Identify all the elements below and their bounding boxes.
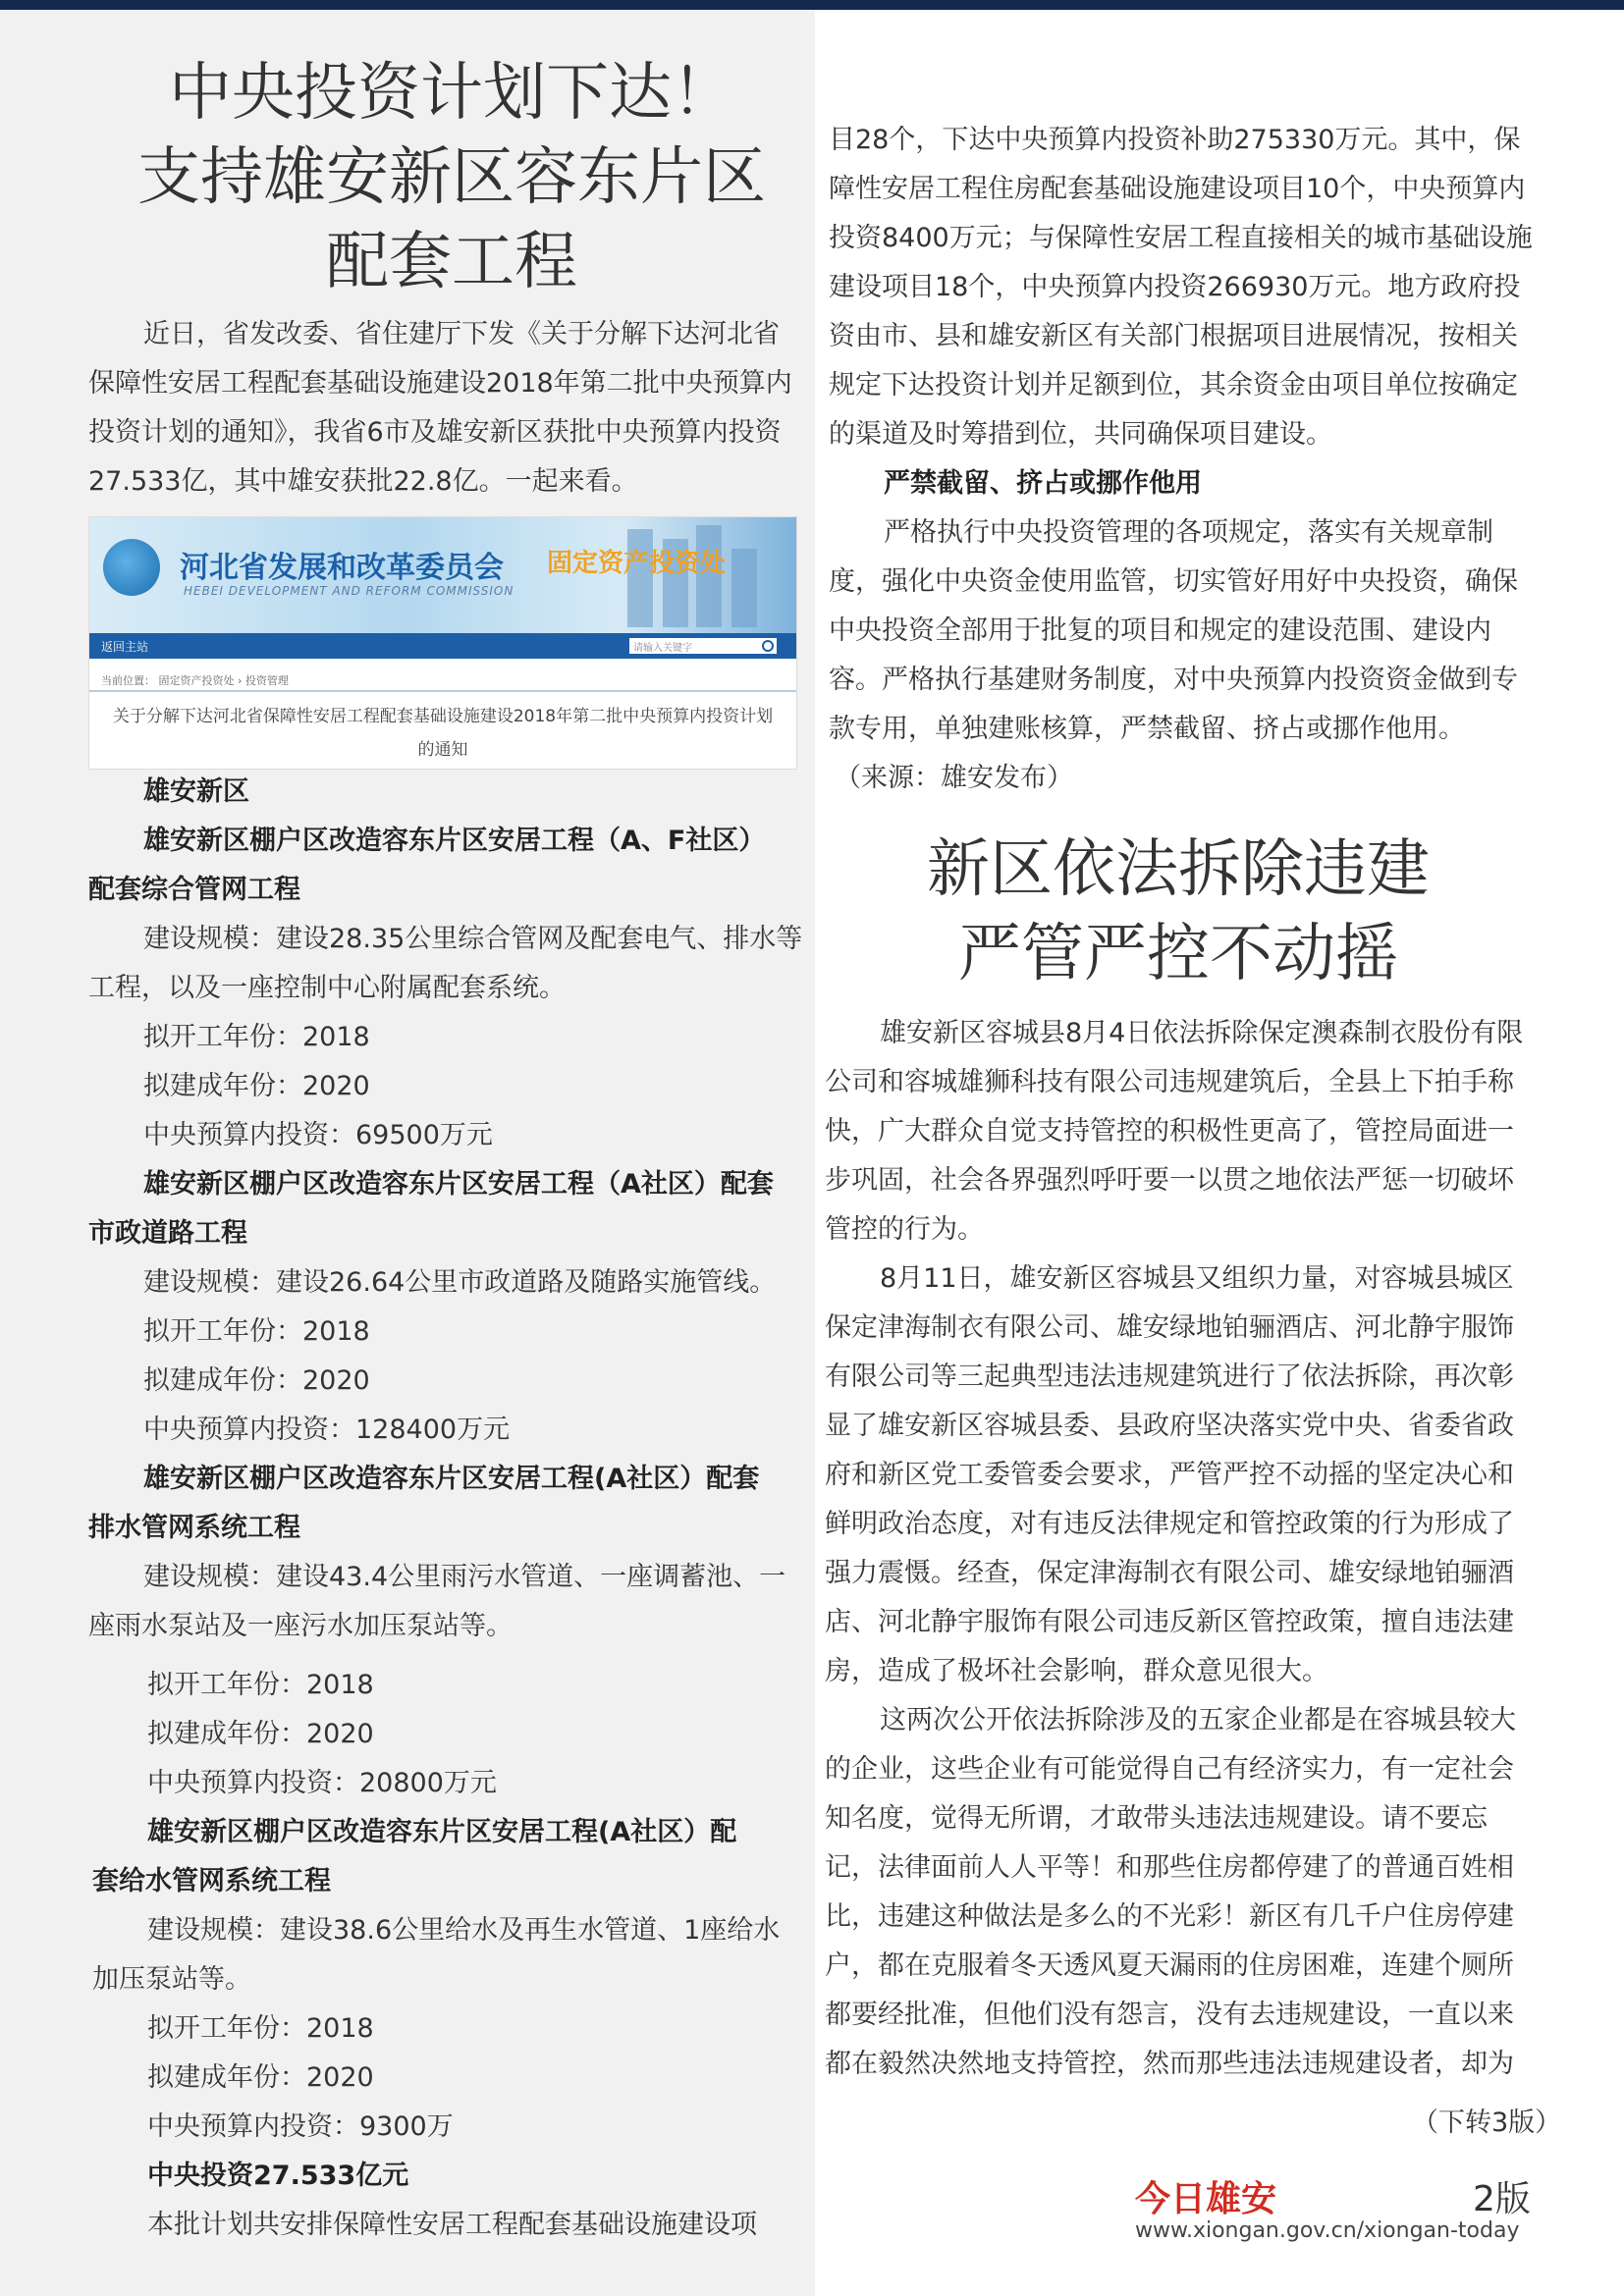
project1-title-line1: 雄安新区棚户区改造容东片区安居工程（A、F社区） (143, 826, 766, 856)
screenshot-search-placeholder: 请输入关键字 (633, 643, 692, 654)
summary-heading: 中央投资27.533亿元 (147, 2161, 409, 2191)
screenshot-section-tag: 固定资产投资处 (547, 549, 727, 578)
project1-finish-year: 拟建成年份：2020 (143, 1071, 370, 1101)
ban-paragraph: 严格执行中央投资管理的各项规定，落实有关规章制度，强化中央资金使用监管，切实管好用好中央投资，确保中央投资全部用于批复的项目和规定的建设范围、建设内容。严格执行基建财务制度，对中央预算内投资资金做到专款专用，单独建账核算，严禁截留、挤占或挪作他用。 (829, 517, 1518, 744)
top-bar (0, 0, 1624, 10)
project2-start-year: 拟开工年份：2018 (143, 1316, 370, 1347)
site-url: www.xiongan.gov.cn/xiongan-today (1135, 2218, 1520, 2243)
screenshot-search-box (629, 638, 777, 654)
continued-note: （下转3版） (1412, 2108, 1562, 2138)
project1-start-year: 拟开工年份：2018 (143, 1022, 370, 1052)
screenshot-breadcrumb: 当前位置： 固定资产投资处 › 投资管理 (101, 674, 289, 687)
project2-title-line1: 雄安新区棚户区改造容东片区安居工程（A社区）配套 (143, 1169, 774, 1200)
project1-scale-line1: 建设规模：建设28.35公里综合管网及配套电气、排水等 (143, 924, 803, 954)
screenshot-home-link: 返回主站 (101, 640, 149, 654)
article1-intro: 近日，省发改委、省住建厅下发《关于分解下达河北省保障性安居工程配套基础设施建设2018年第二批中央预算内投资计划的通知》，我省6市及雄安新区获批中央预算内投资27.533亿，其中雄安获批22.8亿。一起来看。 (88, 319, 792, 497)
project4-investment: 中央预算内投资：9300万 (147, 2111, 454, 2142)
search-icon (762, 640, 774, 652)
screenshot-site-name-en: HEBEI DEVELOPMENT AND REFORM COMMISSION (184, 584, 514, 598)
project2-investment: 中央预算内投资：128400万元 (143, 1415, 511, 1445)
screenshot-navbar (89, 633, 796, 659)
project4-scale-line2: 加压泵站等。 (92, 1964, 251, 1995)
notice-screenshot (88, 516, 797, 770)
project4-start-year: 拟开工年份：2018 (147, 2013, 374, 2044)
screenshot-site-name: 河北省发展和改革委员会 (180, 551, 504, 585)
screenshot-doc-title-line1: 关于分解下达河北省保障性安居工程配套基础设施建设2018年第二批中央预算内投资计划 (112, 707, 774, 726)
project2-title-line2: 市政道路工程 (88, 1218, 247, 1249)
article1-title-line3: 配套工程 (326, 226, 577, 298)
article1-source: （来源：雄安发布） (835, 763, 1073, 793)
project4-scale-line1: 建设规模：建设38.6公里给水及再生水管道、1座给水 (147, 1915, 781, 1946)
screenshot-divider (89, 690, 796, 692)
project4-title-line2: 套给水管网系统工程 (92, 1866, 331, 1896)
project3-title-line1: 雄安新区棚户区改造容东片区安居工程(A社区）配套 (143, 1464, 760, 1494)
project1-investment: 中央预算内投资：69500万元 (143, 1120, 493, 1150)
project4-title-line1: 雄安新区棚户区改造容东片区安居工程(A社区）配 (147, 1817, 737, 1847)
project4-finish-year: 拟建成年份：2020 (147, 2062, 374, 2093)
project3-investment: 中央预算内投资：20800万元 (147, 1768, 497, 1798)
article2-title-line1: 新区依法拆除违建 (927, 833, 1430, 906)
region-heading: 雄安新区 (143, 776, 249, 807)
article1-title-line2: 支持雄安新区容东片区 (137, 141, 766, 214)
screenshot-banner (89, 517, 796, 633)
project3-finish-year: 拟建成年份：2020 (147, 1719, 374, 1749)
project2-finish-year: 拟建成年份：2020 (143, 1365, 370, 1396)
article2-paragraph2: 8月11日，雄安新区容城县又组织力量，对容城县城区保定津海制衣有限公司、雄安绿地铂骊酒店、河北静宇服饰有限公司等三起典型违法违规建筑进行了依法拆除，再次彰显了雄安新区容城县委、县政府坚决落实党中央、省委省政府和新区党工委管委会要求，严管严控不动摇的坚定决心和鲜明政治态度，对有违反法律规定和管控政策的行为形成了强力震慑。经查，保定津海制衣有限公司、雄安绿地铂骊酒店、河北静宇服饰有限公司违反新区管控政策，擅自违法建房，造成了极坏社会影响，群众意见很大。 (825, 1263, 1514, 1686)
article2-paragraph3: 这两次公开依法拆除涉及的五家企业都是在容城县较大的企业，这些企业有可能觉得自己有经济实力，有一定社会知名度，觉得无所谓，才敢带头违法违规建设。请不要忘记，法律面前人人平等！和那些住房都停建了的普通百姓相比，违建这种做法是多么的不光彩！新区有几千户住房停建户，都在克服着冬天透风夏天漏雨的住房困难，连建个厕所都要经批准，但他们没有怨言，没有去违规建设，一直以来都在毅然决然地支持管控，然而那些违法违规建设者，却为 (825, 1705, 1516, 2079)
project3-scale-line2: 座雨水泵站及一座污水加压泵站等。 (88, 1611, 513, 1641)
project3-scale-line1: 建设规模：建设43.4公里雨污水管道、一座调蓄池、一 (143, 1562, 786, 1592)
article2-title-line2: 严管严控不动摇 (958, 918, 1398, 990)
project1-title-line2: 配套综合管网工程 (88, 875, 300, 905)
ban-heading: 严禁截留、挤占或挪作他用 (884, 468, 1202, 499)
project2-scale-line1: 建设规模：建设26.64公里市政道路及随路实施管线。 (143, 1267, 777, 1298)
project3-start-year: 拟开工年份：2018 (147, 1670, 374, 1700)
project1-scale-line2: 工程，以及一座控制中心附属配套系统。 (88, 973, 566, 1003)
summary-paragraph-start: 本批计划共安排保障性安居工程配套基础设施建设项 (147, 2210, 757, 2240)
article2-paragraph1: 雄安新区容城县8月4日依法拆除保定澳森制衣股份有限公司和容城雄狮科技有限公司违规建筑后，全县上下拍手称快，广大群众自觉支持管控的积极性更高了，管控局面进一步巩固，社会各界强烈呼吁要一以贯之地依法严惩一切破坏管控的行为。 (825, 1018, 1524, 1245)
summary-paragraph-continued: 目28个，下达中央预算内投资补助275330万元。其中，保障性安居工程住房配套基础设施建设项目10个，中央预算内投资8400万元；与保障性安居工程直接相关的城市基础设施建设项目18个，中央预算内投资266930万元。地方政府投资由市、县和雄安新区有关部门根据项目进展情况，按相关规定下达投资计划并足额到位，其余资金由项目单位按确定的渠道及时筹措到位，共同确保项目建设。 (829, 125, 1533, 450)
article1-title-line1: 中央投资计划下达！ (169, 57, 734, 130)
project3-title-line2: 排水管网系统工程 (88, 1513, 300, 1543)
screenshot-doc-title-line2: 的通知 (417, 740, 468, 760)
page-number: 2版 (1473, 2179, 1531, 2219)
commission-logo-icon (103, 539, 160, 596)
newspaper-logo: 今日雄安 (1135, 2178, 1277, 2219)
